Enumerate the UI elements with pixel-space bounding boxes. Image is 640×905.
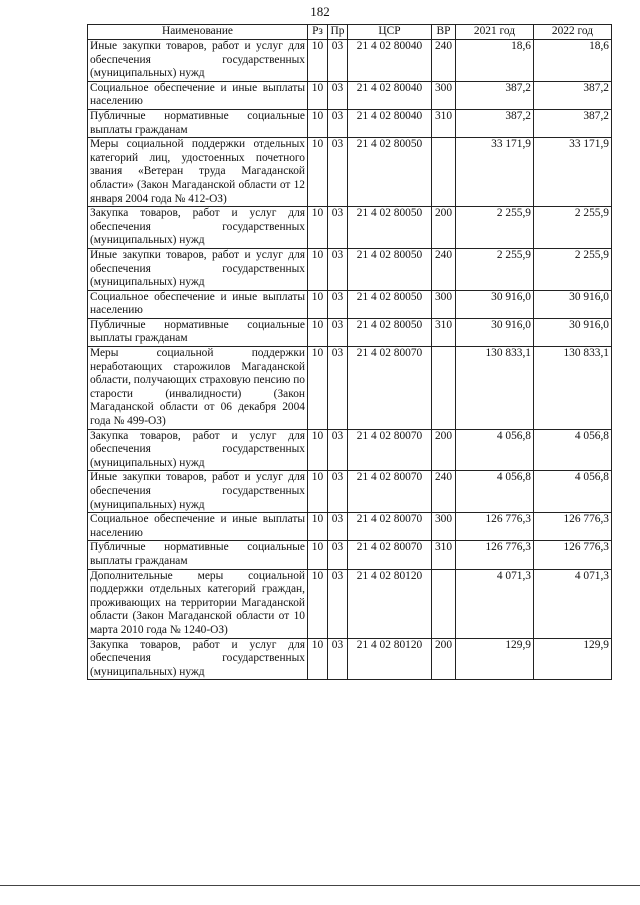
cell-rz: 10 bbox=[308, 541, 328, 569]
cell-csr: 21 4 02 80120 bbox=[348, 569, 432, 638]
cell-pr: 03 bbox=[328, 347, 348, 430]
cell-csr: 21 4 02 80070 bbox=[348, 471, 432, 513]
cell-2021: 126 776,3 bbox=[456, 513, 534, 541]
table-row bbox=[88, 81, 612, 109]
cell-vr: 310 bbox=[432, 109, 456, 137]
table-row bbox=[88, 207, 612, 249]
cell-name: Закупка товаров, работ и услуг для обеспечения государственных (муниципальных) нужд bbox=[88, 638, 308, 680]
header-name: Наименование bbox=[88, 25, 308, 40]
cell-2022: 126 776,3 bbox=[534, 513, 612, 541]
cell-name: Меры социальной поддержки отдельных категорий лиц, удостоенных почетного звания «Ветеран труда Магаданской области» (Закон Магаданской области от 12 января 2004 года № 412-ОЗ) bbox=[88, 138, 308, 207]
cell-2022: 126 776,3 bbox=[534, 541, 612, 569]
cell-2022: 2 255,9 bbox=[534, 248, 612, 290]
cell-vr bbox=[432, 347, 456, 430]
cell-name: Социальное обеспечение и иные выплаты населению bbox=[88, 513, 308, 541]
table-header-row bbox=[88, 25, 612, 40]
cell-name: Социальное обеспечение и иные выплаты населению bbox=[88, 81, 308, 109]
cell-pr: 03 bbox=[328, 138, 348, 207]
cell-rz: 10 bbox=[308, 347, 328, 430]
table-row bbox=[88, 638, 612, 680]
table-row bbox=[88, 109, 612, 137]
cell-name: Дополнительные меры социальной поддержки отдельных категорий граждан, проживающих на территории Магаданской области (Закон Магаданской области от 10 марта 2010 года № 1240-ОЗ) bbox=[88, 569, 308, 638]
cell-csr: 21 4 02 80050 bbox=[348, 207, 432, 249]
cell-2021: 129,9 bbox=[456, 638, 534, 680]
cell-2022: 2 255,9 bbox=[534, 207, 612, 249]
cell-vr: 300 bbox=[432, 81, 456, 109]
budget-table bbox=[87, 24, 612, 680]
cell-rz: 10 bbox=[308, 207, 328, 249]
cell-2022: 387,2 bbox=[534, 81, 612, 109]
cell-csr: 21 4 02 80040 bbox=[348, 81, 432, 109]
cell-2021: 30 916,0 bbox=[456, 318, 534, 346]
cell-vr: 310 bbox=[432, 318, 456, 346]
cell-2022: 33 171,9 bbox=[534, 138, 612, 207]
cell-2021: 4 056,8 bbox=[456, 471, 534, 513]
cell-2022: 4 056,8 bbox=[534, 429, 612, 471]
cell-2022: 130 833,1 bbox=[534, 347, 612, 430]
cell-name: Меры социальной поддержки неработающих старожилов Магаданской области, получающих страховую пенсию по старости (инвалидности) (Закон Магаданской области от 06 декабря 2004 года № 499-ОЗ) bbox=[88, 347, 308, 430]
cell-vr: 200 bbox=[432, 207, 456, 249]
header-csr: ЦСР bbox=[348, 25, 432, 40]
cell-2022: 4 056,8 bbox=[534, 471, 612, 513]
cell-csr: 21 4 02 80050 bbox=[348, 290, 432, 318]
table-row bbox=[88, 429, 612, 471]
cell-2021: 126 776,3 bbox=[456, 541, 534, 569]
cell-2021: 2 255,9 bbox=[456, 207, 534, 249]
cell-vr: 310 bbox=[432, 541, 456, 569]
header-rz: Рз bbox=[308, 25, 328, 40]
page-bottom-rule bbox=[0, 885, 640, 886]
cell-vr: 240 bbox=[432, 40, 456, 82]
cell-csr: 21 4 02 80050 bbox=[348, 248, 432, 290]
cell-csr: 21 4 02 80070 bbox=[348, 429, 432, 471]
table-row bbox=[88, 138, 612, 207]
cell-rz: 10 bbox=[308, 638, 328, 680]
cell-vr: 200 bbox=[432, 638, 456, 680]
cell-pr: 03 bbox=[328, 429, 348, 471]
cell-vr bbox=[432, 569, 456, 638]
cell-pr: 03 bbox=[328, 471, 348, 513]
cell-name: Закупка товаров, работ и услуг для обеспечения государственных (муниципальных) нужд bbox=[88, 429, 308, 471]
cell-name: Социальное обеспечение и иные выплаты населению bbox=[88, 290, 308, 318]
cell-2021: 4 056,8 bbox=[456, 429, 534, 471]
cell-csr: 21 4 02 80050 bbox=[348, 318, 432, 346]
cell-vr: 240 bbox=[432, 471, 456, 513]
cell-name: Иные закупки товаров, работ и услуг для обеспечения государственных (муниципальных) нужд bbox=[88, 248, 308, 290]
cell-2022: 30 916,0 bbox=[534, 318, 612, 346]
cell-rz: 10 bbox=[308, 40, 328, 82]
table-row bbox=[88, 40, 612, 82]
cell-rz: 10 bbox=[308, 471, 328, 513]
cell-rz: 10 bbox=[308, 138, 328, 207]
cell-pr: 03 bbox=[328, 248, 348, 290]
cell-csr: 21 4 02 80070 bbox=[348, 347, 432, 430]
cell-rz: 10 bbox=[308, 569, 328, 638]
header-pr: Пр bbox=[328, 25, 348, 40]
cell-vr bbox=[432, 138, 456, 207]
table-row bbox=[88, 318, 612, 346]
cell-pr: 03 bbox=[328, 40, 348, 82]
cell-2021: 4 071,3 bbox=[456, 569, 534, 638]
cell-csr: 21 4 02 80040 bbox=[348, 40, 432, 82]
cell-rz: 10 bbox=[308, 290, 328, 318]
cell-2021: 33 171,9 bbox=[456, 138, 534, 207]
page-number: 182 bbox=[310, 4, 330, 19]
cell-pr: 03 bbox=[328, 541, 348, 569]
table-row bbox=[88, 513, 612, 541]
cell-name: Публичные нормативные социальные выплаты гражданам bbox=[88, 541, 308, 569]
cell-csr: 21 4 02 80040 bbox=[348, 109, 432, 137]
cell-2021: 387,2 bbox=[456, 81, 534, 109]
header-vr: ВР bbox=[432, 25, 456, 40]
table-body bbox=[88, 40, 612, 680]
cell-rz: 10 bbox=[308, 429, 328, 471]
cell-vr: 200 bbox=[432, 429, 456, 471]
cell-2021: 2 255,9 bbox=[456, 248, 534, 290]
cell-rz: 10 bbox=[308, 248, 328, 290]
cell-csr: 21 4 02 80120 bbox=[348, 638, 432, 680]
cell-pr: 03 bbox=[328, 318, 348, 346]
cell-name: Публичные нормативные социальные выплаты гражданам bbox=[88, 109, 308, 137]
cell-2021: 130 833,1 bbox=[456, 347, 534, 430]
cell-2022: 18,6 bbox=[534, 40, 612, 82]
table-row bbox=[88, 290, 612, 318]
cell-pr: 03 bbox=[328, 290, 348, 318]
cell-pr: 03 bbox=[328, 207, 348, 249]
cell-name: Иные закупки товаров, работ и услуг для обеспечения государственных (муниципальных) нужд bbox=[88, 40, 308, 82]
cell-name: Иные закупки товаров, работ и услуг для обеспечения государственных (муниципальных) нужд bbox=[88, 471, 308, 513]
cell-csr: 21 4 02 80070 bbox=[348, 513, 432, 541]
cell-2021: 387,2 bbox=[456, 109, 534, 137]
cell-2022: 4 071,3 bbox=[534, 569, 612, 638]
cell-vr: 300 bbox=[432, 290, 456, 318]
cell-2022: 30 916,0 bbox=[534, 290, 612, 318]
table-row bbox=[88, 347, 612, 430]
header-2022: 2022 год bbox=[534, 25, 612, 40]
cell-2021: 30 916,0 bbox=[456, 290, 534, 318]
cell-pr: 03 bbox=[328, 81, 348, 109]
cell-name: Публичные нормативные социальные выплаты гражданам bbox=[88, 318, 308, 346]
cell-2022: 129,9 bbox=[534, 638, 612, 680]
cell-pr: 03 bbox=[328, 109, 348, 137]
table-row bbox=[88, 471, 612, 513]
cell-pr: 03 bbox=[328, 569, 348, 638]
table-row bbox=[88, 541, 612, 569]
cell-rz: 10 bbox=[308, 318, 328, 346]
table-row bbox=[88, 569, 612, 638]
cell-2022: 387,2 bbox=[534, 109, 612, 137]
cell-name: Закупка товаров, работ и услуг для обеспечения государственных (муниципальных) нужд bbox=[88, 207, 308, 249]
cell-csr: 21 4 02 80050 bbox=[348, 138, 432, 207]
cell-csr: 21 4 02 80070 bbox=[348, 541, 432, 569]
cell-pr: 03 bbox=[328, 513, 348, 541]
table-row bbox=[88, 248, 612, 290]
cell-rz: 10 bbox=[308, 81, 328, 109]
cell-vr: 300 bbox=[432, 513, 456, 541]
header-2021: 2021 год bbox=[456, 25, 534, 40]
cell-2021: 18,6 bbox=[456, 40, 534, 82]
cell-rz: 10 bbox=[308, 109, 328, 137]
cell-pr: 03 bbox=[328, 638, 348, 680]
cell-vr: 240 bbox=[432, 248, 456, 290]
cell-rz: 10 bbox=[308, 513, 328, 541]
